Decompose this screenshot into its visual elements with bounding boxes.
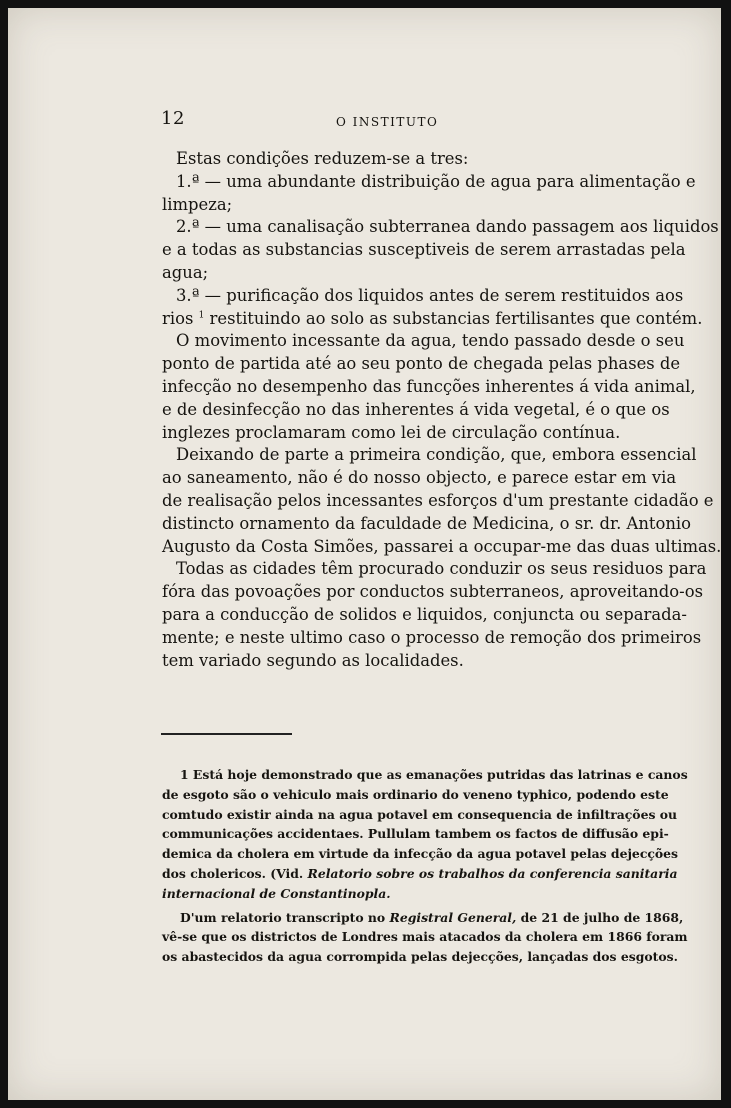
footnote-line: comtudo existir ainda na agua potavel em consequencia de infiltrações ou: [162, 806, 678, 822]
footnote-line: demica da cholera em virtude da infecção da agua potavel pelas dejecções: [162, 846, 679, 862]
text-line: inglezes proclamaram como lei de circulação contínua.: [162, 422, 621, 442]
footnote-line: os abastecidos da agua corrompida pelas dejecções, lançadas dos esgotos.: [162, 949, 678, 965]
footnote-ref: 1: [198, 310, 205, 321]
footnote-line: internacional de Constantinopla.: [162, 885, 391, 901]
text-line: distincto ornamento da faculdade de Medicina, o sr. dr. Antonio: [162, 513, 692, 533]
text-line: Todas as cidades têm procurado conduzir os seus residuos para: [176, 559, 707, 579]
footnote-line: 1 Está hoje demonstrado que as emanações putridas das latrinas e canos: [180, 767, 688, 782]
text-line: ponto de partida até ao seu ponto de chegada pelas phases de: [162, 354, 681, 374]
text-line: fóra das povoações por conductos subterraneos, aproveitando-os: [162, 582, 703, 602]
page-number: 12: [161, 108, 185, 129]
running-head: O INSTITUTO: [336, 115, 439, 129]
text-line: tem variado segundo as localidades.: [162, 650, 464, 670]
text-fragment: restituindo ao solo as substancias fertilisantes que contém.: [209, 308, 703, 328]
text-fragment: dos cholericos. (Vid.: [162, 865, 304, 881]
text-line: 2.ª — uma canalisação subterranea dando passagem aos liquidos: [176, 217, 719, 237]
text-fragment: de 21 de julho de 1868,: [520, 909, 684, 925]
footnote-line: [162, 864, 678, 884]
text-line: 3.ª — purificação dos liquidos antes de serem restituidos aos: [176, 285, 684, 305]
footnote-line: communicações accidentaes. Pullulam tambem os factos de diffusão epi-: [162, 826, 669, 842]
footnote-line: vê-se que os districtos de Londres mais atacados da cholera em 1866 foram: [162, 929, 688, 945]
book-page: [8, 8, 721, 1100]
text-line: e a todas as substancias susceptiveis de serem arrastadas pela: [162, 240, 686, 260]
citation-title: Relatorio sobre os trabalhos da conferencia sanitaria: [307, 865, 678, 881]
main-text: [162, 148, 721, 672]
citation-title: Registral General,: [389, 909, 517, 925]
text-line: limpeza;: [162, 194, 233, 214]
text-line: 1.ª — uma abundante distribuição de agua para alimentação e: [176, 171, 696, 191]
footnote-line: [162, 908, 684, 928]
text-line: Estas condições reduzem-se a tres:: [176, 149, 469, 168]
text-line-with-footnote-ref: [162, 308, 703, 331]
text-fragment: rios: [162, 308, 194, 328]
text-line: mente; e neste ultimo caso o processo de remoção dos primeiros: [162, 627, 702, 647]
text-fragment: D'um relatorio transcripto no: [180, 909, 386, 925]
text-line: infecção no desempenho das funcções inherentes á vida animal,: [162, 376, 696, 396]
text-line: O movimento incessante da agua, tendo passado desde o seu: [176, 331, 685, 351]
footnote-divider: [161, 733, 292, 735]
text-line: e de desinfecção no das inherentes á vida vegetal, é o que os: [162, 399, 670, 419]
footnote: [162, 765, 688, 967]
text-line: agua;: [162, 262, 209, 282]
footnote-line: de esgoto são o vehiculo mais ordinario do veneno typhico, podendo este: [162, 786, 669, 802]
text-line: ao saneamento, não é do nosso objecto, e parece estar em via: [162, 468, 677, 488]
text-line: de realisação pelos incessantes esforços d'um prestante cidadão e: [162, 490, 714, 510]
text-line: Augusto da Costa Simões, passarei a occupar-me das duas ultimas.: [162, 536, 721, 556]
text-line: Deixando de parte a primeira condição, que, embora essencial: [176, 445, 697, 465]
text-line: para a conducção de solidos e liquidos, conjuncta ou separada-: [162, 604, 687, 624]
